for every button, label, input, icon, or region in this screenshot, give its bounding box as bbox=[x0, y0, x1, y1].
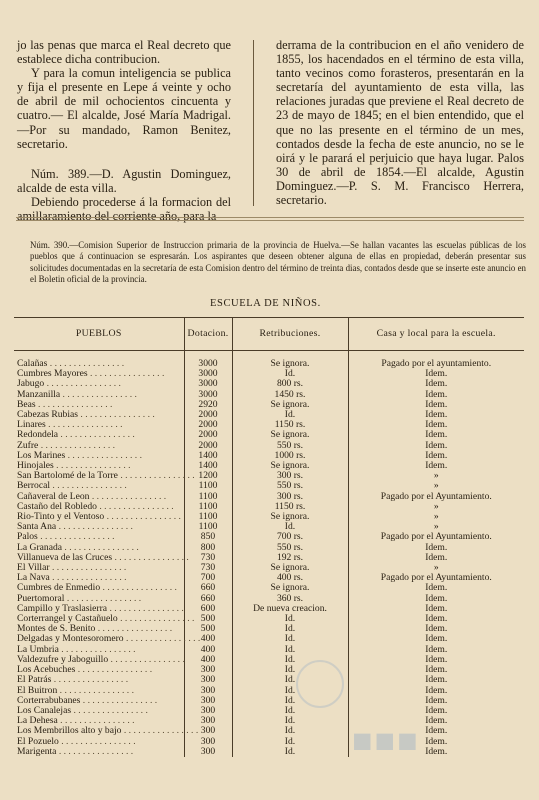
leader-dots: . . . . . . . . . . . . . . . . bbox=[112, 551, 189, 563]
cell-casa-local-text: Idem. bbox=[425, 613, 448, 625]
schools-table bbox=[14, 317, 524, 757]
cell-casa-local-text: » bbox=[433, 562, 439, 574]
leader-dots: . . . . . . . . . . . . . . . . bbox=[64, 592, 142, 604]
cell-retribucion-text: Se ignora. bbox=[270, 398, 310, 410]
cell-dotacion-text: 1100 bbox=[198, 511, 218, 523]
cell-pueblo-text: El Pozuelo bbox=[17, 735, 59, 747]
cell-casa-local-text: Idem. bbox=[425, 419, 448, 431]
cell-dotacion-text: 300 bbox=[200, 745, 216, 757]
announcement-390 bbox=[30, 240, 526, 286]
cell-retribucion-text: 360 rs. bbox=[276, 592, 304, 604]
cell-casa-local-text: Idem. bbox=[425, 460, 448, 472]
left-paragraph-2: Y para la comun inteligencia se publica y fija el presente en Lepe á veinte y ocho de abril de mil ochocientos cincuenta y cuatro.— El alcalde, José María Madrigal.—Por su mandado, Ramon Benitez, secretario. bbox=[17, 66, 231, 151]
leader-dots: . . . . . . . . . . . . . . . . bbox=[56, 745, 134, 757]
cell-pueblo-text: Redondela bbox=[17, 429, 59, 441]
leader-dots: . . . . . . . . . . . . . . . . bbox=[75, 664, 153, 676]
cell-dotacion-text: 300 bbox=[200, 735, 216, 747]
cell-pueblo-text: Palos bbox=[17, 531, 38, 543]
cell-pueblo-text: La Nava bbox=[17, 572, 50, 584]
cell-casa-local-text: Idem. bbox=[425, 653, 448, 665]
leader-dots: . . . . . . . . . . . . . . . . bbox=[80, 694, 158, 706]
cell-retribucion-text: 400 rs. bbox=[276, 572, 304, 584]
leader-dots: . . . . . . . . . . . . . . . . bbox=[47, 358, 125, 369]
library-stamp-ring bbox=[296, 660, 344, 708]
right-column bbox=[276, 38, 524, 207]
cell-pueblo-text: Los Canalejas bbox=[17, 704, 72, 716]
cell-pueblo-text: Beas bbox=[17, 398, 36, 410]
cell-casa-local-text: Pagado por el ayuntamiento. bbox=[381, 358, 492, 369]
table-title: ESCUELA DE NIÑOS. bbox=[210, 298, 321, 309]
leader-dots: . . . . . . . . . . . . . . . . bbox=[38, 439, 116, 451]
leader-dots: . . . . . . . . . . . . . . . . bbox=[104, 511, 181, 523]
cell-pueblo-text: El Villar bbox=[17, 562, 50, 574]
header-casa-local: Casa y local para la escuela. bbox=[348, 318, 524, 351]
leader-dots: . . . . . . . . . . . . . . . . bbox=[117, 470, 195, 482]
cell-casa-local-text: » bbox=[433, 470, 439, 482]
cell-retribucion-text: 800 rs. bbox=[276, 378, 304, 390]
leader-dots: . . . . . . . . . . . . . . . . bbox=[45, 419, 123, 431]
cell-retribucion-text: 1000 rs. bbox=[274, 449, 306, 461]
cell-pueblo-text: Castaño del Robledo bbox=[17, 500, 97, 512]
cell-pueblo-text: Cañaveral de Leon bbox=[17, 490, 90, 502]
cell-retribucion-text: Se ignora. bbox=[270, 582, 310, 594]
cell-dotacion-text: 1100 bbox=[198, 500, 218, 512]
cell-pueblo-text: Cabezas Rubias bbox=[17, 409, 79, 421]
cell-pueblo-text: Marigenta bbox=[17, 745, 57, 757]
cell-casa-local-text: Idem. bbox=[425, 633, 448, 645]
leader-dots: . . . . . . . . . . . . . . . . bbox=[51, 674, 129, 686]
cell-retribucion-text: Id. bbox=[284, 664, 296, 676]
cell-retribucion-text: Id. bbox=[284, 633, 296, 645]
cell-casa-local-text: » bbox=[433, 500, 439, 512]
cell-retribucion-text: Se ignora. bbox=[270, 460, 310, 472]
cell-pueblo-text: Santa Ana bbox=[17, 521, 57, 533]
cell-dotacion-text: 400 bbox=[200, 653, 216, 665]
section-rule bbox=[16, 217, 524, 218]
cell-dotacion-text: 400 bbox=[200, 633, 216, 645]
leader-dots: . . . . . . . . . . . . . . . . bbox=[78, 409, 155, 421]
cell-dotacion-text: 730 bbox=[200, 551, 216, 563]
left-paragraph-3: Debiendo procederse á la formacion del bbox=[31, 194, 231, 209]
cell-pueblo-text: Campillo y Traslasierra bbox=[17, 602, 108, 614]
cell-casa-local-text: Idem. bbox=[425, 551, 448, 563]
cell-pueblo-text: Los Marines bbox=[17, 449, 66, 461]
cell-casa-local-text: Idem. bbox=[425, 378, 448, 390]
cell-retribucion-text: Id. bbox=[284, 409, 296, 421]
cell-pueblo-text: Berrocal bbox=[17, 480, 51, 492]
cell-retribucion-text: Id. bbox=[284, 745, 296, 757]
cell-dotacion bbox=[184, 747, 232, 757]
leader-dots: . . . . . . . . . . . . . . . . bbox=[108, 653, 185, 665]
cell-dotacion-text: 300 bbox=[200, 704, 216, 716]
cell-casa-local-text: Idem. bbox=[425, 725, 448, 737]
cell-dotacion-text: 2920 bbox=[198, 398, 218, 410]
cell-dotacion bbox=[184, 351, 232, 370]
leader-dots: . . . . . . . . . . . . . . . . bbox=[71, 704, 148, 716]
leader-dots: . . . . . . . . . . . . . . . . bbox=[58, 735, 136, 747]
cell-casa-local-text: Idem. bbox=[425, 409, 448, 421]
cell-casa-local-text: Idem. bbox=[425, 449, 448, 461]
cell-pueblo-text: Delgadas y Montesoromero bbox=[17, 633, 124, 645]
cell-pueblo bbox=[14, 351, 184, 370]
cell-casa-local-text: Idem. bbox=[425, 368, 448, 380]
cell-casa-local-text: Idem. bbox=[425, 592, 448, 604]
leader-dots: . . . . . . . . . . . . . . . . bbox=[37, 531, 115, 543]
cell-dotacion-text: 1100 bbox=[198, 521, 218, 533]
cell-casa-local-text: Idem. bbox=[425, 745, 448, 757]
cell-casa-local-text: Idem. bbox=[425, 704, 448, 716]
cell-retribucion-text: Id. bbox=[284, 684, 296, 696]
leader-dots: . . . . . . . . . . . . . . . . bbox=[95, 623, 173, 635]
cell-retribucion-text: Se ignora. bbox=[270, 358, 310, 369]
cell-pueblo-text: Rio-Tinto y el Ventoso bbox=[17, 511, 105, 523]
cell-pueblo-text: La Dehesa bbox=[17, 715, 58, 727]
cell-dotacion-text: 2000 bbox=[198, 429, 218, 441]
cell-dotacion-text: 300 bbox=[200, 684, 216, 696]
cell-pueblo-text: Cumbres de Enmedio bbox=[17, 582, 101, 594]
cell-dotacion-text: 300 bbox=[200, 664, 216, 676]
cell-pueblo-text: Corterrabubanes bbox=[17, 694, 81, 706]
leader-dots: . . . . . . . . . . . . . . . . bbox=[100, 582, 177, 594]
cell-pueblo-text: Montes de S. Benito bbox=[17, 623, 96, 635]
cell-dotacion-text: 3000 bbox=[198, 358, 218, 369]
cell-retribucion-text: 700 rs. bbox=[276, 531, 304, 543]
leader-dots: . . . . . . . . . . . . . . . . bbox=[87, 368, 165, 380]
left-paragraph-1: jo las penas que marca el Real decreto que establece dicha contribucion. bbox=[17, 38, 231, 67]
cell-pueblo-text: Calañas bbox=[17, 358, 48, 369]
cell-retribucion-text: 550 rs. bbox=[276, 480, 304, 492]
cell-dotacion-text: 500 bbox=[200, 623, 216, 635]
leader-dots: . . . . . . . . . . . . . . . . bbox=[35, 398, 113, 410]
cell-retribucion-text: Id. bbox=[284, 725, 296, 737]
leader-dots: . . . . . . . . . . . . . . . . bbox=[96, 500, 174, 512]
cell-casa-local-text: Idem. bbox=[425, 715, 448, 727]
cell-dotacion-text: 1400 bbox=[198, 460, 218, 472]
cell-pueblo-text: La Umbria bbox=[17, 643, 59, 655]
right-paragraph-1: derrama de la contribucion en el año venidero de 1855, los hacendados en el término de esta villa, tanto vecinos como forasteros, presentarán en la secretaría del ayuntamiento de esta villa, las relaciones juradas que previene el Real decreto de 23 de mayo de 1845; en el bien entendido, que el que no las presente en el término de un mes, contados desde la fecha de este anuncio, no se le oirá y le parará el perjuicio que haya lugar. Palos 30 de abril de 1854.—El alcalde, Agustin Dominguez.—P. S. M. Francisco Herrera, secretario. bbox=[276, 38, 524, 208]
cell-retribucion-text: Id. bbox=[284, 368, 296, 380]
column-divider bbox=[253, 40, 254, 206]
cell-retribucion-text: Se ignora. bbox=[270, 511, 310, 523]
cell-dotacion-text: 300 bbox=[200, 725, 216, 737]
cell-dotacion-text: 300 bbox=[200, 715, 216, 727]
left-column bbox=[17, 38, 231, 223]
cell-retribucion bbox=[232, 351, 348, 370]
leader-dots: . . . . . . . . . . . . . . . . bbox=[56, 521, 133, 533]
cell-pueblo-text: Linares bbox=[17, 419, 46, 431]
watermark-stamp: ■■■ bbox=[352, 722, 420, 760]
cell-casa-local-text: » bbox=[433, 521, 439, 533]
cell-dotacion-text: 660 bbox=[200, 582, 216, 594]
section-rule-2 bbox=[16, 220, 524, 221]
cell-retribucion-text: Se ignora. bbox=[270, 562, 310, 574]
cell-casa-local-text: » bbox=[433, 511, 439, 523]
cell-pueblo-text: Valdezufre y Jaboguillo bbox=[17, 653, 109, 665]
cell-dotacion-text: 300 bbox=[200, 674, 216, 686]
leader-dots: . . . . . . . . . . . . . . . . bbox=[49, 572, 127, 584]
cell-pueblo-text: La Granada bbox=[17, 541, 63, 553]
cell-casa-local-text: Idem. bbox=[425, 602, 448, 614]
announcement-text: Núm. 390.—Comision Superior de Instruccion primaria de la provincia de Huelva.—Se hallan vacantes las escuelas públicas de los pueblos que á continuacion se espresarán. Los aspirantes que deseen obtener alguna de ellas en propiedad, deberán presentar sus solicitudes documentadas en la secretaría de esta Comision dentro del término de treinta dias, contados desde que se inserte este anuncio en el Boletin oficial de la provincia. bbox=[30, 240, 526, 285]
leader-dots: . . . . . . . . . . . . . . . . bbox=[65, 449, 142, 461]
cell-dotacion-text: 2000 bbox=[198, 439, 218, 451]
leader-dots: . . . . . . . . . . . . . . . . bbox=[57, 684, 134, 696]
cell-pueblo-text: Hinojales bbox=[17, 460, 54, 472]
cell-dotacion-text: 850 bbox=[200, 531, 216, 543]
cell-dotacion-text: 2000 bbox=[198, 409, 218, 421]
leader-dots: . . . . . . . . . . . . . . . . bbox=[89, 490, 167, 502]
cell-pueblo-text: Zufre bbox=[17, 439, 39, 451]
cell-dotacion-text: 600 bbox=[200, 602, 216, 614]
cell-casa-local-text: Pagado por el Ayuntamiento. bbox=[380, 572, 492, 584]
leader-dots: . . . . . . . . . . . . . . . . bbox=[49, 562, 127, 574]
leader-dots: . . . . . . . . . . . . . . . . bbox=[58, 643, 136, 655]
leader-dots: . . . . . . . . . . . . . . . . bbox=[117, 613, 195, 625]
leader-dots: . . . . . . . . . . . . . . . . bbox=[123, 633, 201, 645]
leader-dots: . . . . . . . . . . . . . . . . bbox=[50, 480, 127, 492]
cell-retribucion-text: 300 rs. bbox=[276, 470, 304, 482]
cell-dotacion-text: 300 bbox=[200, 694, 216, 706]
cell-retribucion-text: Id. bbox=[284, 704, 296, 716]
cell-dotacion-text: 1200 bbox=[198, 470, 218, 482]
cell-dotacion-text: 800 bbox=[200, 541, 216, 553]
cell-retribucion-text: Id. bbox=[284, 674, 296, 686]
notice-389-heading: Núm. 389.—D. Agustin Dominguez, alcalde de esta villa. bbox=[17, 166, 231, 195]
cell-casa-local-text: Idem. bbox=[425, 674, 448, 686]
cell-retribucion-text: De nueva creacion. bbox=[253, 602, 327, 614]
cell-casa-local-text: Idem. bbox=[425, 439, 448, 451]
cell-casa-local-text: Idem. bbox=[425, 735, 448, 747]
cell-dotacion-text: 400 bbox=[200, 643, 216, 655]
cell-casa-local-text: Pagado por el Ayuntamiento. bbox=[380, 531, 492, 543]
cell-dotacion-text: 660 bbox=[200, 592, 216, 604]
leader-dots: . . . . . . . . . . . . . . . . bbox=[107, 602, 184, 614]
cell-retribucion-text: 550 rs. bbox=[276, 439, 304, 451]
cell-casa-local-text: » bbox=[433, 480, 439, 492]
cell-dotacion-text: 1100 bbox=[198, 480, 218, 492]
cell-pueblo-text: Jabugo bbox=[17, 378, 45, 390]
cell-casa-local-text: Idem. bbox=[425, 643, 448, 655]
cell-retribucion-text: Id. bbox=[284, 643, 296, 655]
cell-retribucion-text: 192 rs. bbox=[276, 551, 304, 563]
cell-retribucion-text: 1150 rs. bbox=[274, 419, 306, 431]
leader-dots: . . . . . . . . . . . . . . . . bbox=[53, 460, 131, 472]
cell-dotacion-text: 700 bbox=[200, 572, 216, 584]
cell-retribucion-text: Se ignora. bbox=[270, 429, 310, 441]
cell-dotacion-text: 1100 bbox=[198, 490, 218, 502]
cell-dotacion-text: 730 bbox=[200, 562, 216, 574]
header-pueblos: PUEBLOS bbox=[14, 318, 184, 351]
table-row bbox=[14, 351, 524, 370]
cell-retribucion-text: Id. bbox=[284, 623, 296, 635]
cell-pueblo-text: Los Acebuches bbox=[17, 664, 76, 676]
cell-pueblo-text: El Patrás bbox=[17, 674, 52, 686]
cell-retribucion-text: 1450 rs. bbox=[274, 388, 306, 400]
leader-dots: . . . . . . . . . . . . . . . . bbox=[58, 429, 135, 441]
header-retribuciones: Retribuciones. bbox=[232, 318, 348, 351]
table-body bbox=[14, 351, 524, 757]
table-header-row bbox=[14, 318, 524, 351]
leader-dots: . . . . . . . . . . . . . . . . bbox=[62, 541, 139, 553]
cell-dotacion-text: 3000 bbox=[198, 368, 218, 380]
cell-retribucion-text: Id. bbox=[284, 735, 296, 747]
cell-pueblo-text: Manzanilla bbox=[17, 388, 61, 400]
leader-dots: . . . . . . . . . . . . . . . . bbox=[121, 725, 199, 737]
cell-pueblo-text: San Bartolomé de la Torre bbox=[17, 470, 118, 482]
cell-retribucion-text: 550 rs. bbox=[276, 541, 304, 553]
cell-pueblo-text: Puertomoral bbox=[17, 592, 65, 604]
cell-pueblo bbox=[14, 747, 184, 757]
cell-dotacion-text: 2000 bbox=[198, 419, 218, 431]
leader-dots: . . . . . . . . . . . . . . . . bbox=[60, 388, 137, 400]
leader-dots: . . . . . . . . . . . . . . . . bbox=[44, 378, 121, 390]
cell-retribucion-text: Id. bbox=[284, 715, 296, 727]
cell-casa-local-text: Idem. bbox=[425, 623, 448, 635]
cell-pueblo-text: El Buitron bbox=[17, 684, 58, 696]
cell-casa-local bbox=[348, 351, 524, 370]
cell-casa-local-text: Idem. bbox=[425, 541, 448, 553]
cell-casa-local-text: Idem. bbox=[425, 582, 448, 594]
cell-retribucion bbox=[232, 747, 348, 757]
cell-casa-local-text: Idem. bbox=[425, 398, 448, 410]
cell-pueblo-text: Los Membrillos alto y bajo bbox=[17, 725, 122, 737]
cell-pueblo-text: Cumbres Mayores bbox=[17, 368, 88, 380]
cell-pueblo-text: Villanueva de las Cruces bbox=[17, 551, 113, 563]
cell-retribucion-text: 1150 rs. bbox=[274, 500, 306, 512]
cell-retribucion-text: Id. bbox=[284, 694, 296, 706]
cell-retribucion-text: 300 rs. bbox=[276, 490, 304, 502]
cell-dotacion-text: 500 bbox=[200, 613, 216, 625]
leader-dots: . . . . . . . . . . . . . . . . bbox=[57, 715, 135, 727]
cell-casa-local-text: Pagado por el Ayuntamiento. bbox=[380, 490, 492, 502]
cell-dotacion-text: 3000 bbox=[198, 388, 218, 400]
cell-casa-local-text: Idem. bbox=[425, 684, 448, 696]
cell-retribucion-text: Id. bbox=[284, 613, 296, 625]
cell-pueblo-text: Corterrangel y Castañuelo bbox=[17, 613, 118, 625]
cell-casa-local-text: Idem. bbox=[425, 429, 448, 441]
cell-retribucion-text: Id. bbox=[284, 653, 296, 665]
cell-retribucion-text: Id. bbox=[284, 521, 296, 533]
header-dotacion: Dotacion. bbox=[184, 318, 232, 351]
left-spacer bbox=[17, 151, 231, 167]
cell-casa-local-text: Idem. bbox=[425, 664, 448, 676]
cell-dotacion-text: 1400 bbox=[198, 449, 218, 461]
cell-casa-local-text: Idem. bbox=[425, 694, 448, 706]
cell-dotacion-text: 3000 bbox=[198, 378, 218, 390]
cell-casa-local-text: Idem. bbox=[425, 388, 448, 400]
